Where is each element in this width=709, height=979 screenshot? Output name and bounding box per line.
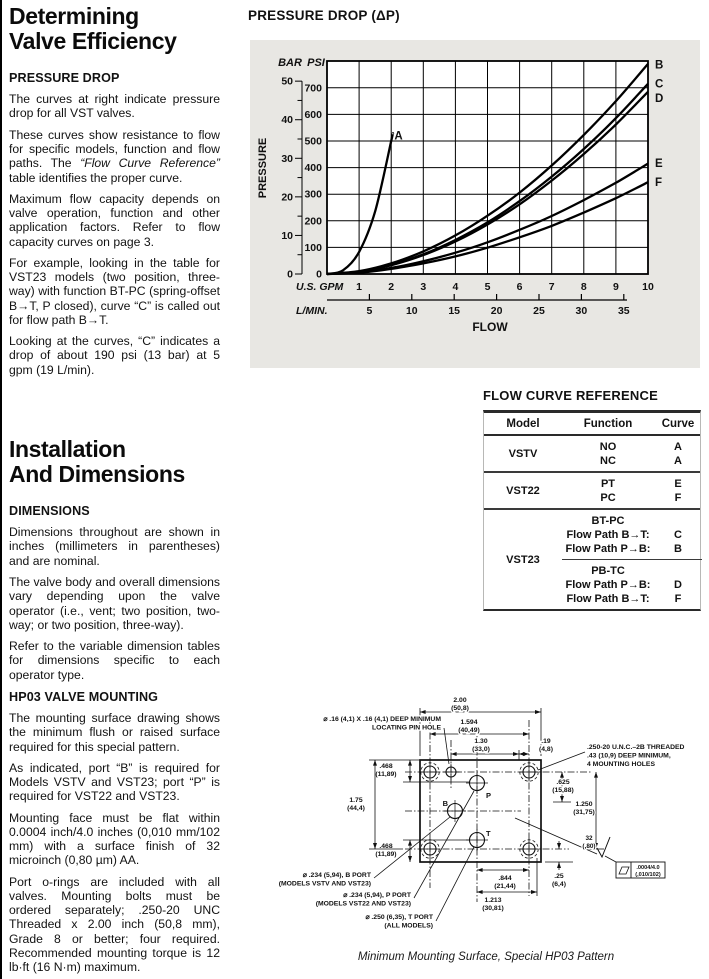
col-header-model: Model bbox=[506, 418, 540, 430]
function-cell: Flow Path B→T: bbox=[566, 529, 650, 541]
dim-d1250: 1.250 bbox=[575, 801, 593, 808]
dim-d1213: 1.213 bbox=[484, 897, 502, 904]
leader-mount: .250-20 U.N.C.–2B THREADED bbox=[587, 744, 685, 751]
paragraph: The mounting surface drawing shows the minimum flush or raised surface required for this special pattern. bbox=[9, 711, 220, 754]
pressure-drop-chart bbox=[250, 40, 700, 368]
col-header-function: Function bbox=[583, 418, 633, 430]
dim-d468b-mm: (11,89) bbox=[375, 851, 397, 858]
curve-label-F: F bbox=[655, 177, 663, 190]
flow-curve-table bbox=[483, 410, 701, 611]
gpm-tick-label: 6 bbox=[516, 281, 523, 293]
mounting-hole-tl bbox=[421, 763, 440, 782]
leader-mount: 4 MOUNTING HOLES bbox=[587, 761, 655, 769]
curve-cell: A bbox=[674, 441, 682, 453]
dim-d1213-mm: (30,81) bbox=[482, 905, 504, 912]
port-p-hole bbox=[466, 772, 488, 794]
dim-d019: .19 bbox=[541, 738, 551, 745]
dim-d625-mm: (15,88) bbox=[552, 787, 574, 794]
pressure-axis-label: PRESSURE bbox=[257, 137, 269, 199]
lmin-unit-label: L/MIN. bbox=[296, 305, 328, 317]
curve-label-E: E bbox=[655, 157, 663, 170]
leader-pport: ⌀ .234 (5,94), P PORT bbox=[343, 892, 411, 899]
lmin-tick-label: 10 bbox=[405, 305, 418, 317]
curve-label-C: C bbox=[655, 78, 664, 91]
pressure-drop-chart-title: PRESSURE DROP (ΔP) bbox=[248, 8, 400, 23]
function-group bbox=[562, 510, 702, 559]
lmin-axis bbox=[327, 294, 627, 300]
dim-d625: .625 bbox=[556, 779, 570, 786]
line bbox=[436, 847, 474, 921]
bar-unit-label: BAR bbox=[278, 57, 302, 69]
lmin-tick-label: 20 bbox=[490, 305, 503, 317]
lmin-tick-label: 5 bbox=[366, 305, 373, 317]
port-t-label: T bbox=[486, 829, 491, 838]
mounting-hole-bl bbox=[421, 840, 440, 859]
paragraph: These curves show resistance to flow for specific models, function and flow paths. The “Flow Curve Reference” table identifies the proper curve. bbox=[9, 127, 220, 185]
gpm-tick-label: 3 bbox=[420, 281, 427, 293]
paragraph: The curves at right indicate pressure drop for all VST valves. bbox=[9, 92, 220, 121]
function-groups bbox=[562, 436, 702, 471]
psi-tick-label: 200 bbox=[304, 215, 322, 228]
function-cell: NO bbox=[599, 441, 617, 453]
leader-pin: LOCATING PIN HOLE bbox=[372, 724, 441, 732]
gpm-tick-label: 7 bbox=[548, 281, 555, 293]
dim-d468b: .468 bbox=[379, 843, 393, 850]
function-cell: NC bbox=[600, 455, 616, 467]
bar-axis bbox=[295, 81, 302, 274]
psi-tick-label: 400 bbox=[304, 162, 322, 175]
dim-d844-mm: (21,44) bbox=[494, 883, 516, 890]
surface-finish-symbol bbox=[597, 837, 610, 857]
line bbox=[538, 752, 585, 770]
mounting-hole-tr bbox=[520, 763, 539, 782]
dim-d130-mm: (33,0) bbox=[472, 746, 490, 753]
function-group bbox=[562, 436, 702, 471]
dim-d1250-mm: (31,75) bbox=[573, 809, 595, 816]
pressure-drop-chart-panel bbox=[250, 40, 700, 368]
function-cell: PT bbox=[600, 478, 616, 490]
col-header-curve: Curve bbox=[661, 418, 695, 430]
text-group-installation bbox=[9, 437, 220, 689]
finish-value-mm: (,80) bbox=[582, 843, 596, 850]
flow-curve-table-header bbox=[484, 413, 700, 436]
curve-cell: E bbox=[674, 478, 682, 490]
model-cell: VST23 bbox=[506, 553, 540, 566]
lmin-tick-label: 35 bbox=[617, 305, 630, 317]
leader-tport: ⌀ .250 (6,35), T PORT bbox=[365, 914, 433, 921]
function-group bbox=[562, 559, 702, 609]
function-cell: Flow Path P→B: bbox=[565, 543, 651, 555]
function-groups bbox=[562, 473, 702, 508]
function-cell: PC bbox=[600, 492, 616, 504]
leader-pin: ⌀ .16 (4,1) X .16 (4,1) DEEP MINIMUM bbox=[323, 716, 441, 723]
bar-tick-label: 20 bbox=[281, 191, 293, 204]
section-heading: HP03 VALVE MOUNTING bbox=[9, 690, 159, 704]
bar-tick-label: 0 bbox=[287, 268, 293, 281]
curve-cell: D bbox=[674, 579, 682, 591]
function-curve-entry bbox=[562, 528, 702, 542]
gpm-tick-label: 10 bbox=[642, 281, 654, 293]
flatness-value-mm: (,010/102) bbox=[635, 872, 661, 878]
flow-curve-table-body bbox=[484, 436, 700, 609]
psi-tick-label: 300 bbox=[304, 188, 322, 201]
bar-tick-label: 30 bbox=[281, 152, 293, 165]
flatness-leader bbox=[605, 856, 616, 862]
table-row-vst23 bbox=[484, 510, 700, 609]
function-curve-entry bbox=[562, 491, 702, 505]
function-curve-entry bbox=[562, 542, 702, 556]
leader-pport: (MODELS VST22 AND VST23) bbox=[315, 900, 411, 908]
gpm-tick-label: 8 bbox=[580, 281, 587, 293]
dim-d025: .25 bbox=[554, 873, 564, 880]
gpm-unit-label: U.S. GPM bbox=[296, 281, 344, 293]
lmin-tick-label: 25 bbox=[533, 305, 545, 317]
gpm-tick-label: 5 bbox=[484, 281, 491, 293]
dim-d468t-mm: (11,89) bbox=[375, 771, 397, 778]
function-groups bbox=[562, 510, 702, 609]
finish-value: 32 bbox=[585, 835, 593, 842]
leader-bport: ⌀ .234 (5,94), B PORT bbox=[302, 872, 371, 879]
page-edge-line bbox=[0, 0, 2, 979]
curve-cell: F bbox=[674, 492, 682, 504]
bar-tick-label: 10 bbox=[281, 229, 293, 242]
psi-tick-label: 700 bbox=[304, 82, 322, 95]
leader-bport: (MODELS VSTV AND VST23) bbox=[278, 880, 371, 888]
table-row-vstv bbox=[484, 436, 700, 473]
flow-curve-reference-title: FLOW CURVE REFERENCE bbox=[483, 388, 658, 403]
gpm-tick-label: 9 bbox=[612, 281, 619, 293]
paragraph: Dimensions throughout are shown in inches (millimeters in parentheses) and are nominal. bbox=[9, 525, 220, 568]
dim-d175-mm: (44,4) bbox=[347, 805, 365, 812]
dim-d1594: 1.594 bbox=[460, 719, 478, 726]
function-curve-entry bbox=[562, 592, 702, 606]
gpm-tick-label: 4 bbox=[452, 281, 459, 293]
paragraph: Mounting face must be flat within 0.0004 inch/4.0 inches (0,010 mm/102 mm) with a surface finish of 32 microinch (0,80 µm) AA. bbox=[9, 810, 220, 868]
model-cell: VSTV bbox=[508, 447, 538, 460]
psi-unit-label: PSI bbox=[307, 57, 325, 69]
paragraph: For example, looking in the table for VST23 models (two position, three-way) with function BT-PC (spring-offset B→T, P closed), curve “C” is called out for flow path B→T. bbox=[9, 255, 220, 327]
lmin-tick-label: 30 bbox=[575, 305, 588, 317]
mounting-surface-drawing bbox=[253, 690, 709, 955]
text-group-determining bbox=[9, 4, 220, 384]
curve-cell: C bbox=[674, 529, 682, 541]
psi-tick-label: 600 bbox=[304, 108, 322, 121]
port-t-hole bbox=[466, 829, 488, 851]
function-cell: Flow Path P→B: bbox=[565, 579, 651, 591]
section-title: Installation And Dimensions bbox=[9, 436, 185, 487]
curve-cell: B bbox=[674, 543, 682, 555]
leader-mount: .43 (10,9) DEEP MINIMUM, bbox=[587, 752, 671, 760]
curve-cell: F bbox=[674, 593, 682, 605]
dim-d1594-mm: (40,49) bbox=[458, 727, 480, 734]
paragraph: Port o-rings are included with all valves. Mounting bolts must be ordered separately; .250-20 UNC Threaded x 2.00 inch (50,8 mm), Grade 8 or better; four required. Recommended mounting torque is 12 lb·ft (16 N·m) maximum. bbox=[9, 874, 220, 975]
dim-d468t: .468 bbox=[379, 763, 393, 770]
mounting-hole-br bbox=[520, 840, 539, 859]
bar-tick-label: 40 bbox=[281, 114, 293, 127]
dim-d025-mm: (6,4) bbox=[552, 881, 566, 888]
psi-tick-label: 100 bbox=[304, 241, 322, 254]
bar-tick-label: 50 bbox=[281, 75, 293, 88]
function-curve-entry bbox=[562, 440, 702, 454]
section-title: Determining Valve Efficiency bbox=[9, 3, 177, 54]
table-row-vst22 bbox=[484, 473, 700, 510]
leader-tport: (ALL MODELS) bbox=[384, 922, 433, 930]
port-b-label: B bbox=[442, 799, 448, 808]
curve-label-B: B bbox=[655, 59, 664, 72]
dim-d844: .844 bbox=[498, 875, 512, 882]
dim-d175: 1.75 bbox=[349, 797, 363, 804]
paragraph: The valve body and overall dimensions vary depending upon the valve operator (i.e., vent; two position, two-way; or two position, three-way). bbox=[9, 575, 220, 632]
section-heading: DIMENSIONS bbox=[9, 504, 90, 519]
flow-curve-reference bbox=[483, 388, 701, 611]
port-p-label: P bbox=[486, 791, 492, 800]
dim-d200-mm: (50,8) bbox=[451, 705, 469, 712]
lmin-tick-label: 15 bbox=[448, 305, 461, 317]
function-curve-entry bbox=[562, 454, 702, 468]
section-heading: PRESSURE DROP bbox=[9, 71, 120, 86]
function-cell: Flow Path B→T: bbox=[566, 593, 650, 605]
locating-pin-hole bbox=[443, 764, 460, 781]
curve-label-A: A bbox=[394, 130, 403, 143]
gpm-tick-label: 2 bbox=[388, 281, 395, 293]
curve-label-D: D bbox=[655, 92, 664, 105]
text-group-hp03 bbox=[9, 690, 220, 979]
paragraph: Looking at the curves, “C” indicates a drop of about 190 psi (13 bar) at 5 gpm (19 L/min). bbox=[9, 334, 220, 377]
function-curve-entry bbox=[562, 477, 702, 491]
dim-d019-mm: (4,8) bbox=[539, 746, 553, 753]
paragraph: Refer to the variable dimension tables for dimensions specific to each operator type. bbox=[9, 639, 220, 682]
function-group bbox=[562, 473, 702, 508]
flatness-value: .0004/4.0 bbox=[636, 865, 660, 871]
paragraph: Maximum flow capacity depends on valve operation, function and other application factors. Refer to flow capacity curves on page 3. bbox=[9, 191, 220, 249]
function-group-header: BT-PC bbox=[591, 515, 625, 527]
gpm-tick-label: 1 bbox=[356, 281, 363, 293]
curve-cell: A bbox=[674, 455, 682, 467]
psi-tick-label: 500 bbox=[304, 135, 322, 148]
dim-d200: 2.00 bbox=[453, 697, 467, 704]
model-cell: VST22 bbox=[506, 484, 540, 497]
mounting-surface-svg bbox=[253, 690, 709, 950]
function-group-header: PB-TC bbox=[591, 565, 625, 577]
psi-tick-label: 0 bbox=[316, 268, 322, 281]
dim-d130: 1.30 bbox=[474, 738, 488, 745]
function-curve-entry bbox=[562, 578, 702, 592]
paragraph: As indicated, port “B” is required for Models VSTV and VST23; port “P” is required for VST22 and VST23. bbox=[9, 760, 220, 804]
line bbox=[444, 728, 449, 764]
flow-axis-label: FLOW bbox=[472, 320, 508, 334]
drawing-caption: Minimum Mounting Surface, Special HP03 Pattern bbox=[357, 951, 615, 963]
